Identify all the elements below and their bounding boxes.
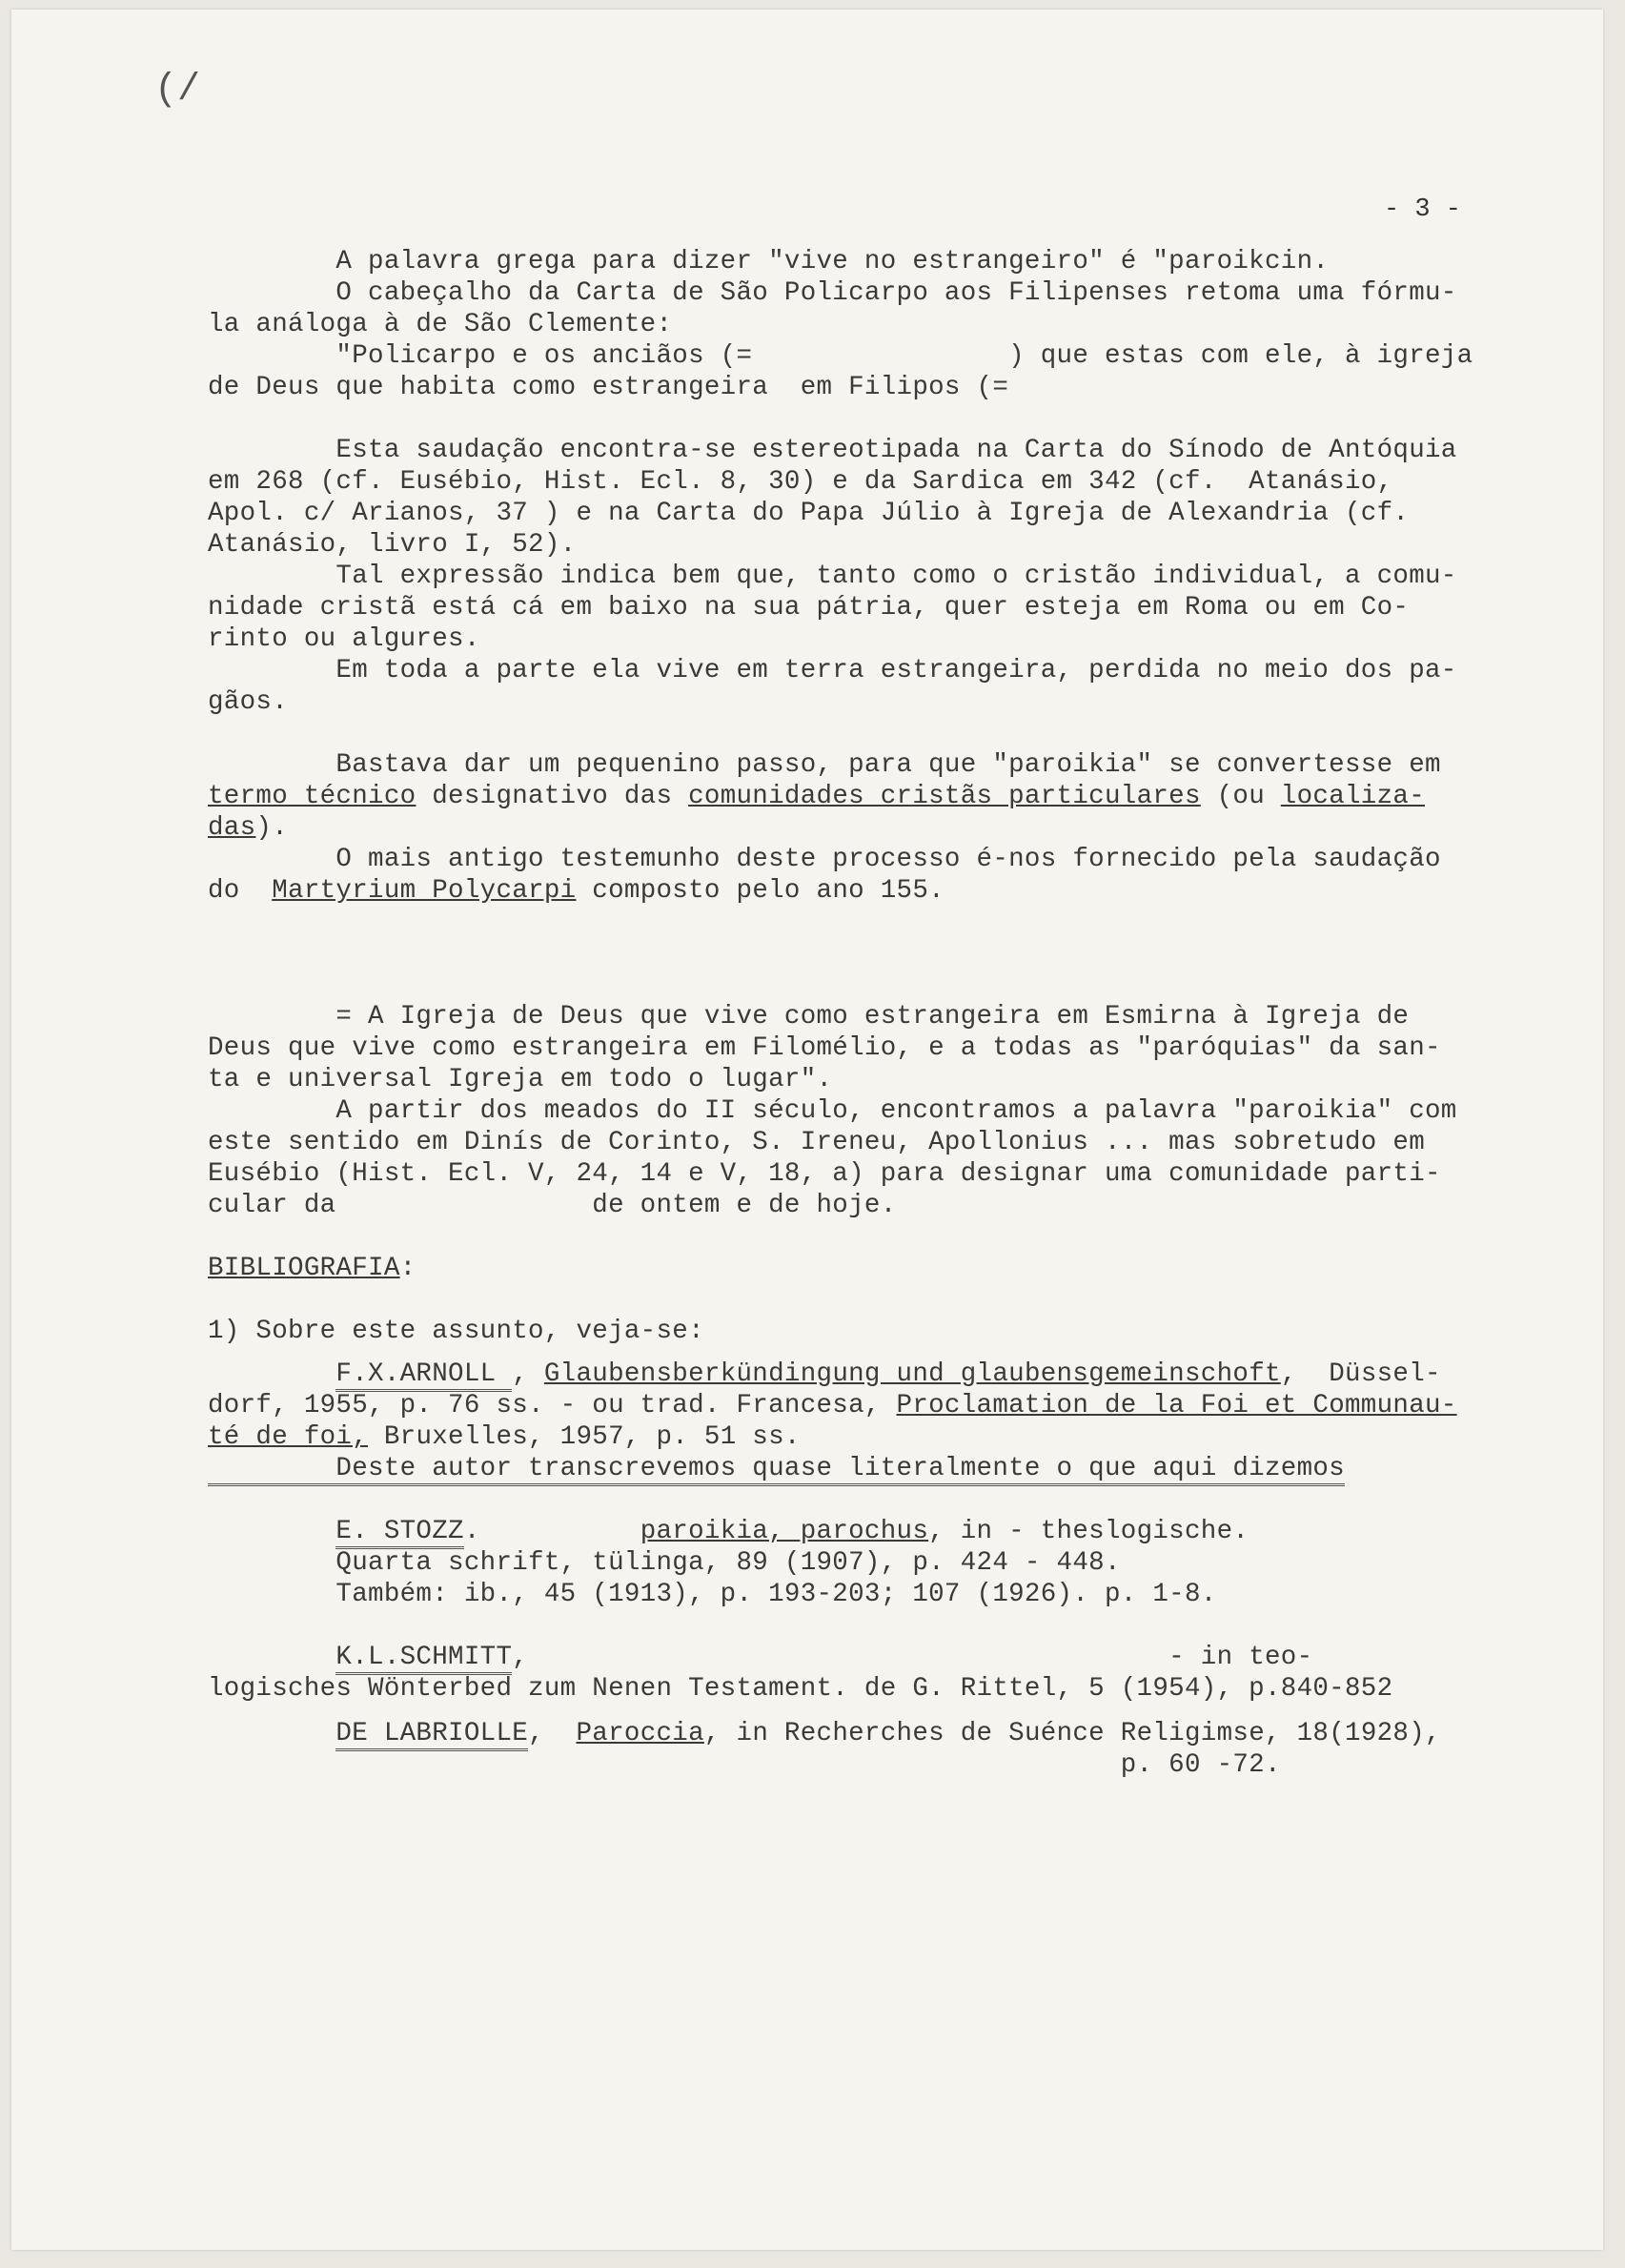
typed-text-body (208, 246, 1561, 1781)
text-line: Atanásio, livro I, 52). (208, 530, 577, 560)
text-line: Esta saudação encontra-se estereotipada na Carta do Sínodo de Antóquia (208, 436, 1457, 465)
page-number: - 3 - (1384, 195, 1462, 224)
text-line: O cabeçalho da Carta de São Policarpo aos Filipenses retoma uma fórmu- (208, 278, 1457, 308)
bib-author: E. STOZZ (335, 1517, 463, 1549)
text-line: das). (208, 813, 289, 843)
blank-line (208, 1284, 1561, 1316)
text-line: em 268 (cf. Eusébio, Hist. Ecl. 8, 30) e da Sardica em 342 (cf. Atanásio, (208, 467, 1393, 497)
bib-entry-line: dorf, 1955, p. 76 ss. - ou trad. Francesa, Proclamation de la Foi et Communau- (208, 1391, 1457, 1420)
text-line: = A Igreja de Deus que vive como estrangeira em Esmirna à Igreja de (208, 1002, 1410, 1032)
text-line-underlined-terms: termo técnico designativo das comunidades cristãs particulares (ou localiza- (208, 782, 1426, 811)
underlined-term: termo técnico (208, 782, 416, 811)
bib-entry-line: té de foi, Bruxelles, 1957, p. 51 ss. (208, 1422, 801, 1452)
bib-title: Paroccia (576, 1719, 704, 1748)
bib-title: té de foi, (208, 1422, 369, 1452)
bib-entry-line: Quarta schrift, tülinga, 89 (1907), p. 424 - 448. (208, 1548, 1121, 1578)
blank-line (208, 1484, 1561, 1516)
bib-entry-line: logisches Wönterbed zum Nenen Testament. de G. Rittel, 5 (1954), p.840-852 (208, 1674, 1393, 1704)
bib-entry-stozz: E. STOZZ. paroikia, parochus, in - theslogische. (208, 1516, 1561, 1547)
text-line: Em toda a parte ela vive em terra estrangeira, perdida no meio dos pa- (208, 656, 1457, 685)
blank-line (208, 1221, 1561, 1253)
bib-entry-line: p. 60 -72. (208, 1750, 1281, 1780)
bib-title: Glaubensberkündingung und glaubensgemeinschoft (543, 1359, 1281, 1389)
bib-author: K.L.SCHMITT (335, 1643, 512, 1675)
bib-entry-line: Também: ib., 45 (1913), p. 193-203; 107 (1926). p. 1-8. (208, 1580, 1217, 1609)
handwritten-mark: (/ (154, 69, 201, 112)
document-page (11, 10, 1603, 2250)
text-line: A partir dos meados do II século, encontramos a palavra "paroikia" com (208, 1096, 1457, 1126)
text-line: rinto ou algures. (208, 624, 480, 654)
bib-title: Proclamation de la Foi et Communau- (896, 1391, 1457, 1420)
bib-entry-schmitt: K.L.SCHMITT, - in teo- (208, 1642, 1561, 1673)
text-line: Eusébio (Hist. Ecl. V, 24, 14 e V, 18, a) para designar uma comunidade parti- (208, 1159, 1441, 1189)
text-line: O mais antigo testemunho deste processo é-nos fornecido pela saudação (208, 845, 1441, 874)
text-line: do Martyrium Polycarpi composto pelo ano 155. (208, 876, 945, 906)
bib-note-line: Deste autor transcrevemos quase literalmente o que aqui dizemos (208, 1453, 1561, 1484)
underlined-term: localiza- (1280, 782, 1426, 811)
bibliography-intro: 1) Sobre este assunto, veja-se: (208, 1317, 704, 1346)
bib-author: F.X.ARNOLL (335, 1359, 512, 1392)
text-line: Tal expressão indica bem que, tanto como o cristão individual, a comu- (208, 562, 1457, 591)
underlined-term: Martyrium Polycarpi (272, 876, 577, 906)
text-line: la análoga à de São Clemente: (208, 310, 673, 339)
blank-line (208, 718, 1561, 749)
text-line: Deus que vive como estrangeira em Filomélio, e a todas as "paróquias" da san- (208, 1033, 1441, 1063)
bib-entry-arnold: F.X.ARNOLL , Glaubensberkündingung und glaubensgemeinschoft, Düssel- (208, 1359, 1561, 1390)
text-line: A palavra grega para dizer "vive no estrangeiro" é "paroikcin. (208, 247, 1330, 276)
text-line: ta e universal Igreja em todo o lugar". (208, 1065, 833, 1094)
bib-author: DE LABRIOLLE (335, 1719, 528, 1751)
bib-entry-labriolle: DE LABRIOLLE, Paroccia, in Recherches de Suénce Religimse, 18(1928), (208, 1718, 1561, 1749)
bib-title: paroikia, parochus (640, 1517, 929, 1546)
text-line: de Deus que habita como estrangeira em Filipos (= (208, 373, 1009, 402)
text-line: este sentido em Dinís de Corinto, S. Ireneu, Apollonius ... mas sobretudo em (208, 1128, 1426, 1157)
text-line: cular da de ontem e de hoje. (208, 1191, 897, 1220)
text-line: nidade cristã está cá em baixo na sua pátria, quer esteja em Roma ou em Co- (208, 593, 1410, 623)
blank-space (208, 907, 1561, 1001)
underlined-term: das (208, 813, 256, 843)
text-line: gãos. (208, 687, 289, 717)
text-line: Bastava dar um pequenino passo, para que "paroikia" se convertesse em (208, 750, 1441, 780)
bibliography-heading: BIBLIOGRAFIA: (208, 1254, 416, 1283)
blank-line (208, 1610, 1561, 1642)
blank-line (208, 403, 1561, 435)
text-line: "Policarpo e os anciãos (= ) que estas com ele, à igreja (208, 341, 1473, 371)
text-line: Apol. c/ Arianos, 37 ) e na Carta do Papa Júlio à Igreja de Alexandria (cf. (208, 499, 1410, 528)
underlined-term: comunidades cristãs particulares (688, 782, 1201, 811)
